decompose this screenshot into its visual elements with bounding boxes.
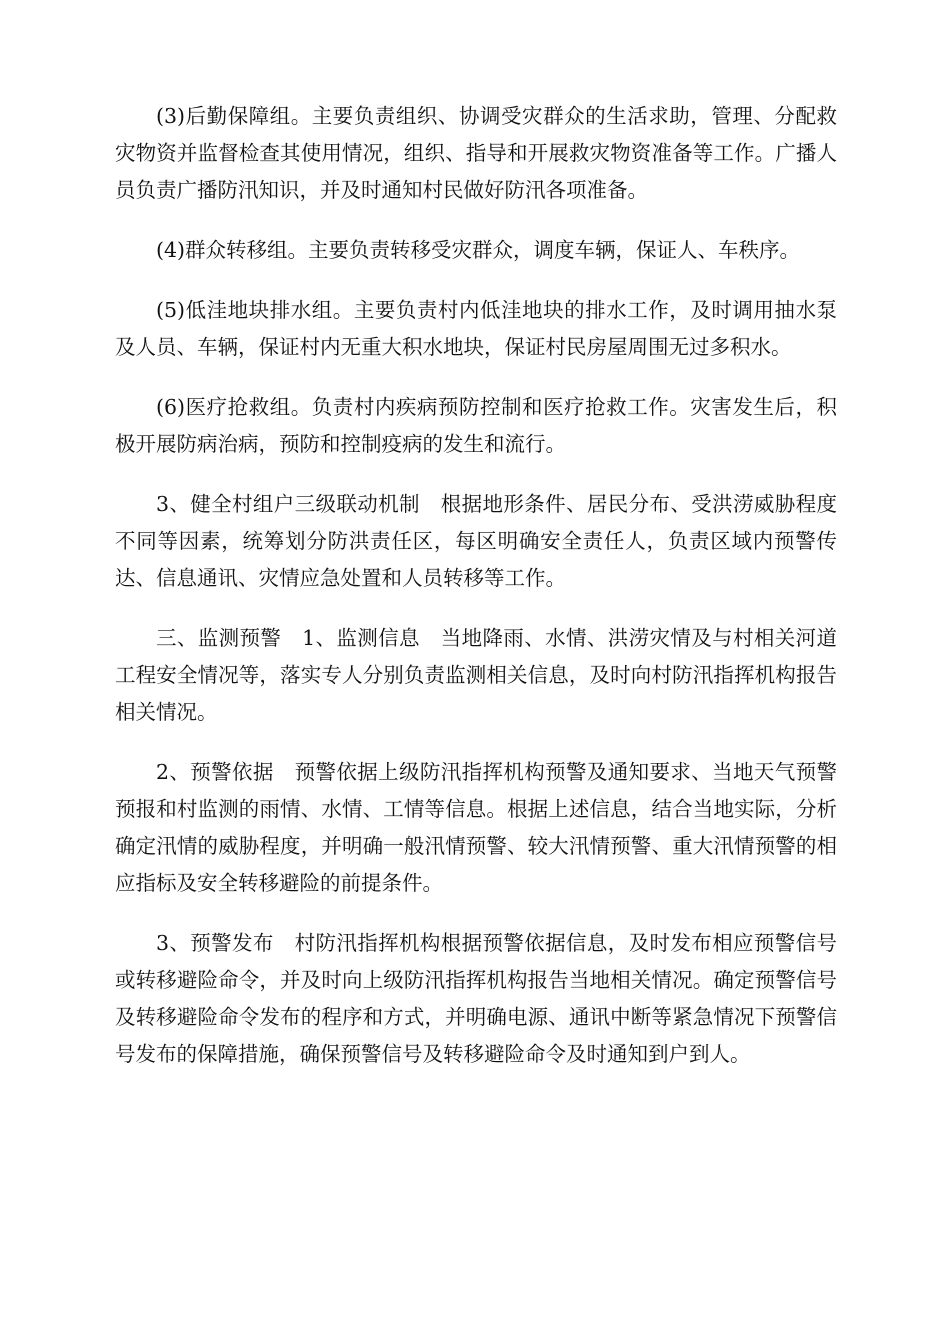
paragraph-drainage-group: (5)低洼地块排水组。主要负责村内低洼地块的排水工作，及时调用抽水泵及人员、车辆，保证村内无重大积水地块，保证村民房屋周围无过多积水。 [115, 298, 837, 359]
document-body [115, 98, 837, 1096]
paragraph-linkage-mechanism: 3、健全村组户三级联动机制 根据地形条件、居民分布、受洪涝威胁程度不同等因素，统筹划分防洪责任区，每区明确安全责任人，负责区域内预警传达、信息通讯、灾情应急处置和人员转移等工作。 [115, 492, 837, 590]
paragraph-warning-release: 3、预警发布 村防汛指挥机构根据预警依据信息，及时发布相应预警信号或转移避险命令，并及时向上级防汛指挥机构报告当地相关情况。确定预警信号及转移避险命令发布的程序和方式，并明确电源、通讯中断等紧急情况下预警信号发布的保障措施，确保预警信号及转移避险命令及时通知到户到人。 [115, 931, 837, 1066]
paragraph-logistics-group: (3)后勤保障组。主要负责组织、协调受灾群众的生活求助，管理、分配救灾物资并监督检查其使用情况，组织、指导和开展救灾物资准备等工作。广播人员负责广播防汛知识，并及时通知村民做好防汛各项准备。 [115, 104, 837, 202]
paragraph-monitoring-info: 三、监测预警 1、监测信息 当地降雨、水情、洪涝灾情及与村相关河道工程安全情况等，落实专人分别负责监测相关信息，及时向村防汛指挥机构报告相关情况。 [115, 626, 837, 724]
paragraph-warning-basis: 2、预警依据 预警依据上级防汛指挥机构预警及通知要求、当地天气预警预报和村监测的雨情、水情、工情等信息。根据上述信息，结合当地实际，分析确定汛情的威胁程度，并明确一般汛情预警、较大汛情预警、重大汛情预警的相应指标及安全转移避险的前提条件。 [115, 760, 837, 895]
paragraph-evacuation-group: (4)群众转移组。主要负责转移受灾群众，调度车辆，保证人、车秩序。 [156, 238, 801, 262]
paragraph-medical-group: (6)医疗抢救组。负责村内疾病预防控制和医疗抢救工作。灾害发生后，积极开展防病治病，预防和控制疫病的发生和流行。 [115, 395, 837, 456]
